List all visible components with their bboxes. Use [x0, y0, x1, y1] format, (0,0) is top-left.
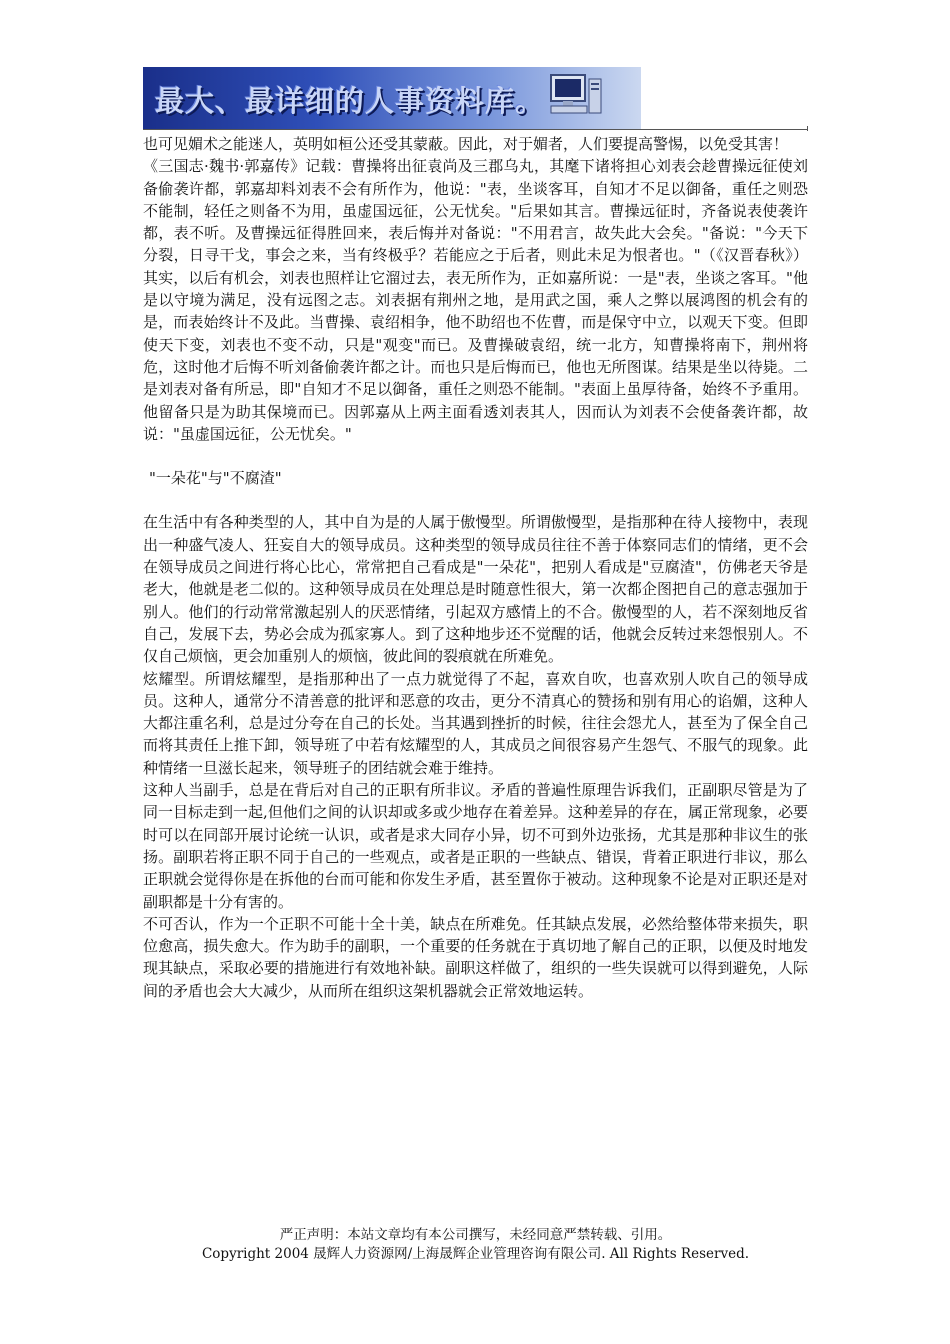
paragraph: 也可见媚术之能迷人，英明如桓公还受其蒙蔽。因此，对于媚者，人们要提高警惕，以免受其害！: [143, 135, 789, 153]
paragraph: 《三国志·魏书·郭嘉传》记载：曹操将出征袁尚及三郡乌丸，其麾下诸将担心刘表会趁曹操远征使刘备偷袭许都，郭嘉却料刘表不会有所作为，他说："表，坐谈客耳，自知才不足以御备，重任之则恐不能制，轻任之则备不为用，虽虚国远征，公无忧矣。"后果如其言。曹操远征时，齐备说表使袭许都，表不听。及曹操远征得胜回来，表后悔并对备说："不用君言，故失此大会矣。"备说："今天下分裂，日寻干戈，事会之来，当有终极乎？若能应之于后者，则此未足为恨者也。"（《汉晋春秋》）其实，以后有机会，刘表也照样让它溜过去，表无所作为，正如嘉所说：一是"表，坐谈之客耳。"他是以守境为满足，没有远图之志。刘表据有荆州之地，是用武之国，乘人之弊以展鸿图的机会有的是，而表始终计不及此。当曹操、袁绍相争，他不助绍也不佐曹，而是保守中立，以观天下变。但即使天下变，刘表也不变不动，只是"观变"而已。及曹操破袁绍，统一北方，知曹操将南下，荆州将危，这时他才后悔不听刘备偷袭许都之计。而也只是后悔而已，他也无所图谋。结果是坐以待毙。二是刘表对备有所忌，即"自知才不足以御备，重任之则恐不能制。"表面上虽厚待备，始终不予重用。他留备只是为助其保境而已。因郭嘉从上两主面看透刘表其人，因而认为刘表不会使备袭许都，故说："虽虚国远征，公无忧矣。": [143, 157, 808, 443]
header-rule-tick: [807, 126, 808, 131]
computer-icon: [545, 73, 605, 121]
section-heading: "一朵花"与"不腐渣": [149, 469, 282, 488]
banner-title: 最大、最详细的人事资料库。: [155, 84, 546, 118]
paragraph: 炫耀型。所谓炫耀型，是指那种出了一点力就觉得了不起，喜欢自吹，也喜欢别人吹自己的领导成员。这种人，通常分不清善意的批评和恶意的攻击，更分不清真心的赞扬和别有用心的谄媚，这种人大都注重名利，总是过分夸在自己的长处。当其遇到挫折的时候，往往会怨尤人，甚至为了保全自己而将其责任上推下卸，领导班了中若有炫耀型的人，其成员之间很容易产生怨气、不服气的现象。此种情绪一旦滋长起来，领导班子的团结就会难于维持。: [143, 669, 808, 777]
footer-copyright: Copyright 2004 晟辉人力资源网/上海晟辉企业管理咨询有限公司. All Rights Reserved.: [201, 1246, 750, 1262]
paragraph: 在生活中有各种类型的人，其中自为是的人属于傲慢型。所谓傲慢型，是指那种在待人接物中，表现出一种盛气凌人、狂妄自大的领导成员。这种类型的领导成员往往不善于体察同志们的情绪，更不会在领导成员之间进行将心比心，常常把自己看成是"一朵花"，把别人看成是"豆腐渣"，仿佛老天爷是老大，他就是老二似的。这种领导成员在处理总是时随意性很大，第一次都企图把自己的意志强加于别人。他们的行动常常激起别人的厌恶情绪，引起双方感情上的不合。傲慢型的人，若不深刻地反省自己，发展下去，势必会成为孤家寡人。到了这种地步还不觉醒的话，他就会反转过来怨恨别人。不仅自己烦恼，更会加重别人的烦恼，彼此间的裂痕就在所难免。: [143, 513, 808, 666]
page-footer: [143, 1226, 808, 1264]
paragraph: 不可否认，作为一个正职不可能十全十美，缺点在所难免。任其缺点发展，必然给整体带来损失，职位愈高，损失愈大。作为助手的副职，一个重要的任务就在于真切地了解自己的正职，以便及时地发现其缺点，采取必要的措施进行有效地补缺。副职这样做了，组织的一些失误就可以得到避免，人际间的矛盾也会大大减少，从而所在组织这架机器就会正常效地运转。: [143, 914, 808, 1000]
footer-notice: 严正声明：本站文章均有本公司撰写，未经同意严禁转载、引用。: [279, 1227, 672, 1243]
header-rule: [143, 129, 808, 130]
article-body: [143, 133, 808, 1002]
header-banner: [143, 67, 641, 129]
paragraph: 这种人当副手，总是在背后对自己的正职有所非议。矛盾的普遍性原理告诉我们，正副职尽管是为了同一目标走到一起,但他们之间的认识却或多或少地存在着差异。这种差异的存在，属正常现象，必要时可以在同部开展讨论统一认识，或者是求大同存小异，切不可到外边张扬，尤其是那种非议生的张扬。副职若将正职不同于自己的一些观点，或者是正职的一些缺点、错误，背着正职进行非议，那么正职就会觉得你是在拆他的台而可能和你发生矛盾，甚至置你于被动。这种现象不论是对正职还是对副职都是十分有害的。: [143, 781, 808, 911]
